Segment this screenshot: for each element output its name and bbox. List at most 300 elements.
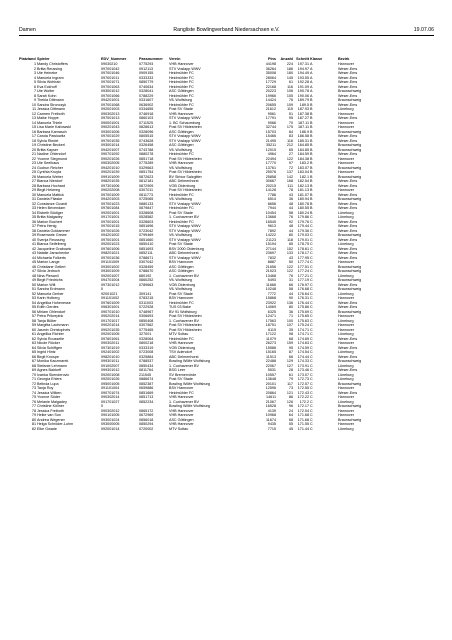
- cell-pins: 14611: [266, 395, 276, 399]
- cell-edv: 099101009: [101, 174, 120, 179]
- cell-platz: 54: [31, 300, 36, 305]
- cell-spieler: Georgia Ehlers: [37, 377, 62, 381]
- cell-spieler: Belinda Lupa: [37, 381, 59, 386]
- cell-platz: 46: [31, 264, 36, 269]
- cell-bezirk: Weser-Ems: [338, 80, 358, 84]
- cell-bezirk: Weser-Ems: [338, 84, 358, 89]
- cell-bezirk: Lüneburg: [338, 291, 354, 296]
- cell-pins: 6514: [267, 197, 276, 201]
- cell-edv: 097001009: [101, 192, 120, 197]
- cell-verein: Heidmühler FC: [169, 71, 194, 75]
- cell-platz: 14: [31, 120, 36, 125]
- cell-platz: 37: [31, 224, 36, 228]
- cell-klasse: C: [310, 386, 313, 390]
- cell-schnitt: 183.2: [299, 161, 309, 165]
- cell-bezirk: Hannover: [338, 413, 354, 417]
- cell-anzahl: 35: [288, 327, 293, 332]
- cell-pins: 10557: [265, 372, 276, 377]
- cell-pass: 0850408: [139, 318, 154, 323]
- cell-edv: 097001029: [101, 134, 120, 138]
- cell-spieler: Silvia Wohlrab: [37, 80, 61, 84]
- cell-pass: 0307042: [139, 260, 154, 264]
- cell-klasse: A: [310, 80, 313, 84]
- cell-pass: 0328096: [139, 129, 154, 134]
- cell-edv: 092001026: [101, 377, 120, 381]
- cell-klasse: B: [310, 206, 313, 210]
- cell-verein: ABC Delmenhorst: [169, 354, 199, 359]
- cell-edv: 090302014: [101, 395, 120, 399]
- cell-bezirk: Lüneburg: [338, 332, 354, 336]
- cell-verein: Post SV Hildesheim: [169, 125, 202, 129]
- cell-edv: 090201014: [101, 323, 120, 327]
- cell-klasse: B: [310, 156, 313, 161]
- cell-pins: 22067: [265, 363, 276, 368]
- cell-platz: 67: [31, 359, 36, 363]
- cell-schnitt: 172.2: [299, 399, 309, 404]
- cell-edv: 092401002: [101, 350, 120, 354]
- cell-platz: 31: [31, 197, 36, 201]
- cell-platz: 27: [31, 179, 36, 183]
- cell-klasse: B: [310, 197, 313, 201]
- cell-schnitt: 173.46: [297, 368, 309, 372]
- cell-pins: 7892: [267, 228, 276, 233]
- cell-pass: 0636902: [139, 102, 154, 107]
- cell-edv: 097001035: [101, 138, 120, 143]
- cell-verein: VHB Hannover: [169, 413, 194, 417]
- cell-pass: 0329663: [139, 165, 154, 170]
- cell-verein: Bowling Wölfe Wolfsburg: [169, 359, 210, 363]
- cell-platz: 24: [31, 165, 36, 170]
- cell-klasse: B: [310, 129, 313, 134]
- cell-verein: STV Voslapp WWV: [169, 228, 201, 233]
- cell-spieler: Bianca Seifelberg: [37, 242, 66, 246]
- cell-anzahl: 142: [286, 174, 293, 179]
- cell-pins: 15194: [265, 242, 276, 246]
- cell-anzahl: 36: [288, 309, 293, 314]
- cell-spieler: Birgit Friedrichs: [37, 278, 63, 282]
- cell-schnitt: 184.85: [297, 143, 309, 147]
- cell-schnitt: 183.04: [297, 170, 309, 174]
- cell-edv: 096301001: [101, 305, 120, 309]
- cell-klasse: B: [310, 201, 313, 206]
- cell-edv: 097301012: [101, 282, 120, 287]
- cell-bezirk: Hannover: [338, 323, 354, 327]
- cell-spieler: Manuela Mattick: [37, 192, 64, 197]
- cell-verein: MTV Soltau: [169, 332, 189, 336]
- cell-edv: 092001005: [101, 332, 120, 336]
- cell-verein: Bowling Wölfe Wolfsburg: [169, 381, 210, 386]
- cell-verein: Post SV Hildesheim: [169, 170, 202, 174]
- cell-spieler: Birgit Helwreg: [37, 188, 60, 192]
- cell-schnitt: 187.11: [297, 120, 309, 125]
- cell-edv: 090302011: [101, 341, 120, 345]
- cell-pass: 0856018: [139, 417, 154, 422]
- cell-anzahl: 145: [286, 75, 293, 80]
- cell-edv: 092001014: [101, 426, 120, 431]
- cell-platz: 40: [31, 237, 36, 242]
- cell-spieler: Gudrun Reicher: [37, 165, 64, 170]
- cell-pass: 0872623: [139, 174, 154, 179]
- cell-pass: 0865172: [139, 408, 154, 413]
- cell-bezirk: Braunschweig: [338, 89, 362, 93]
- cell-edv: 092001007: [101, 273, 120, 278]
- cell-schnitt: 177.21: [297, 273, 309, 278]
- cell-bezirk: Hannover: [338, 120, 354, 125]
- cell-bezirk: Braunschweig: [338, 98, 362, 102]
- cell-edv: 093001002: [101, 264, 120, 269]
- cell-platz: 48: [31, 273, 36, 278]
- cell-platz: 20: [31, 147, 36, 152]
- cell-bezirk: Hannover: [338, 62, 354, 66]
- cell-pins: 9068: [267, 120, 276, 125]
- cell-schnitt: 187.11: [297, 125, 309, 129]
- cell-spieler: Manuela Thiele: [37, 120, 63, 125]
- cell-klasse: B: [310, 161, 313, 165]
- cell-verein: VHB Hannover: [169, 111, 194, 116]
- cell-pass: 0659886: [139, 386, 154, 390]
- cell-pins: 12471: [265, 314, 276, 318]
- cell-edv: 094201007: [101, 147, 120, 152]
- cell-pins: 9435: [267, 422, 276, 426]
- cell-edv: 0: [101, 404, 104, 408]
- cell-klasse: C: [310, 278, 313, 282]
- cell-schnitt: 197.31: [297, 62, 309, 66]
- cell-klasse: C: [310, 251, 313, 255]
- cell-klasse: C: [310, 233, 313, 237]
- cell-platz: 57: [31, 314, 36, 318]
- cell-schnitt: 176.44: [297, 300, 309, 305]
- cell-bezirk: Braunschweig: [338, 381, 362, 386]
- cell-platz: 23: [31, 161, 36, 165]
- cell-pass: 0850294: [139, 422, 154, 426]
- cell-platz: 47: [31, 269, 36, 273]
- cell-edv: 097601061: [101, 336, 120, 341]
- cell-klasse: B: [310, 188, 313, 192]
- cell-edv: 091002007: [101, 363, 120, 368]
- cell-pass: 0828613: [139, 125, 154, 129]
- cell-verein: Post SV Hildesheim: [169, 156, 202, 161]
- cell-pins: 8658: [267, 201, 276, 206]
- cell-klasse: B: [310, 170, 313, 174]
- cell-platz: 12: [31, 111, 36, 116]
- cell-pass: 0334655: [139, 107, 154, 111]
- cell-edv: 091101009: [101, 260, 120, 264]
- cell-pins: 21495: [265, 138, 276, 143]
- cell-pins: 6115: [268, 327, 276, 332]
- cell-klasse: A: [310, 71, 313, 75]
- cell-edv: 090202014: [101, 314, 120, 318]
- cell-edv: 097001063: [101, 84, 120, 89]
- cell-platz: 29: [31, 188, 36, 192]
- cell-klasse: C: [310, 309, 313, 314]
- cell-edv: 097001023: [101, 201, 120, 206]
- cell-anzahl: 58: [288, 287, 293, 291]
- cell-verein: ASC Göttingen: [169, 129, 194, 134]
- cell-schnitt: 180.24: [297, 210, 309, 215]
- cell-edv: 097301006: [101, 183, 120, 188]
- cell-anzahl: 48: [288, 201, 293, 206]
- cell-verein: BSG Leer: [169, 368, 186, 372]
- cell-platz: 60: [31, 327, 36, 332]
- cell-anzahl: 107: [286, 323, 293, 327]
- cell-platz: 68: [31, 363, 36, 368]
- cell-pins: 19966: [265, 93, 276, 98]
- cell-pass: 0805515: [139, 134, 154, 138]
- cell-pins: 15868: [265, 296, 276, 300]
- cell-spieler: Silvia Jedroch: [37, 269, 60, 273]
- cell-pass: 0879847: [139, 206, 154, 210]
- cell-spieler: Constanze Cicardi: [37, 201, 68, 206]
- cell-anzahl: 84: [288, 129, 293, 134]
- cell-schnitt: 172.57: [297, 381, 309, 386]
- cell-edv: 090001001: [101, 120, 120, 125]
- cell-bezirk: Hannover: [338, 386, 354, 390]
- cell-pass: 0788670: [139, 269, 154, 273]
- cell-platz: 38: [31, 228, 36, 233]
- cell-anzahl: 80: [288, 305, 293, 309]
- cell-klasse: C: [310, 291, 313, 296]
- cell-schnitt: 177.74: [297, 260, 309, 264]
- cell-pins: 17770: [265, 161, 276, 165]
- cell-klasse: C: [310, 264, 313, 269]
- cell-platz: 26: [31, 174, 36, 179]
- cell-schnitt: 176.68: [297, 287, 309, 291]
- cell-anzahl: 118: [287, 237, 293, 242]
- cell-spieler: Jasmin Christophels: [37, 327, 71, 332]
- cell-klasse: C: [310, 327, 313, 332]
- cell-pins: 9613: [267, 224, 276, 228]
- cell-anzahl: 92: [288, 219, 293, 224]
- cell-platz: 9: [33, 98, 36, 102]
- cell-pass: 0851754: [139, 170, 154, 174]
- cell-bezirk: Weser-Ems: [338, 345, 358, 350]
- cell-schnitt: 172.17: [297, 404, 309, 408]
- cell-schnitt: 190.78: [297, 89, 309, 93]
- cell-pins: 4139: [267, 408, 276, 413]
- cell-pins: 10248: [265, 287, 276, 291]
- cell-pass: 0850779: [139, 80, 154, 84]
- cell-bezirk: Lüneburg: [338, 318, 354, 323]
- cell-bezirk: Weser-Ems: [338, 201, 358, 206]
- cell-klasse: C: [310, 359, 313, 363]
- cell-spieler: Agnes Baldorff: [37, 368, 62, 372]
- cell-spieler: Christiane Gellert: [37, 264, 66, 269]
- cell-anzahl: 48: [288, 224, 293, 228]
- cell-klasse: C: [310, 413, 313, 417]
- cell-platz: 53: [31, 296, 36, 300]
- cell-anzahl: 76: [288, 215, 293, 219]
- cell-spieler: Manuela Gerber: [37, 291, 64, 296]
- cell-pass: 0800218: [139, 341, 154, 345]
- cell-bezirk: Braunschweig: [338, 404, 362, 408]
- cell-platz: 71: [31, 377, 36, 381]
- cell-bezirk: Weser-Ems: [338, 368, 358, 372]
- cell-schnitt: 187.27: [297, 116, 309, 120]
- cell-pass: 0812181: [139, 179, 154, 183]
- cell-edv: 097001071: [101, 80, 120, 84]
- cell-platz: 74: [31, 390, 36, 395]
- cell-verein: ASC Göttingen: [169, 417, 194, 422]
- cell-verein: Post SV Stade: [169, 291, 193, 296]
- cell-pins: 7944: [267, 206, 276, 210]
- cell-pass: 0880133: [139, 201, 154, 206]
- cell-schnitt: 174.59: [297, 345, 309, 350]
- cell-schnitt: 182.1: [299, 174, 309, 179]
- cell-bezirk: Braunschweig: [338, 129, 362, 134]
- cell-pass: 0326458: [139, 143, 154, 147]
- cell-klasse: B: [310, 138, 313, 143]
- cell-bezirk: Hannover: [338, 408, 354, 413]
- cell-pass: 0775289: [139, 161, 154, 165]
- cell-pass: 0851669: [139, 390, 154, 395]
- cell-pins: 22168: [265, 84, 276, 89]
- cell-pins: 30667: [265, 179, 276, 183]
- cell-bezirk: Hannover: [338, 156, 354, 161]
- cell-schnitt: 171.44: [297, 426, 309, 431]
- cell-spieler: Maike Hoppe: [37, 116, 59, 120]
- cell-platz: 7: [33, 89, 36, 93]
- cell-anzahl: 61: [288, 80, 293, 84]
- cell-bezirk: Lüneburg: [338, 363, 354, 368]
- cell-pass: 0880278: [139, 152, 154, 156]
- cell-schnitt: 175.65: [297, 314, 309, 318]
- cell-bezirk: Hannover: [338, 341, 354, 345]
- cell-pins: 11079: [266, 336, 276, 341]
- cell-spieler: Sarah Kohn: [37, 93, 57, 98]
- cell-pins: 4964: [267, 152, 276, 156]
- cell-klasse: C: [310, 426, 313, 431]
- cell-klasse: B: [310, 147, 313, 152]
- cell-pins: 6325: [267, 309, 276, 314]
- cell-spacer: [324, 427, 338, 432]
- cell-pins: 20215: [265, 183, 276, 188]
- cell-schnitt: 174.71: [297, 327, 309, 332]
- cell-spieler: Birgit Knospe: [37, 354, 59, 359]
- cell-verein: Post SV Hildesheim: [169, 323, 202, 327]
- cell-bezirk: Braunschweig: [338, 278, 362, 282]
- cell-anzahl: 61: [288, 372, 293, 377]
- cell-verein: BV Sirbox Salzgitter: [169, 174, 202, 179]
- cell-pass: 0860252: [139, 278, 154, 282]
- cell-pass: 0852111: [139, 251, 153, 255]
- cell-klasse: B: [310, 152, 313, 156]
- cell-edv: 092001001: [101, 210, 120, 215]
- cell-bezirk: Hannover: [338, 327, 354, 332]
- cell-spieler: Margitta Lachmann: [37, 323, 69, 327]
- cell-spieler: Melanie Malgadey: [37, 399, 67, 404]
- cell-schnitt: 181.07: [297, 192, 309, 197]
- cell-platz: 49: [31, 278, 36, 282]
- cell-pins: 35211: [266, 143, 276, 147]
- cell-schnitt: 172.43: [297, 390, 309, 395]
- cell-spieler: Barbara Hochard: [37, 183, 66, 188]
- cell-pass: 0333333: [139, 75, 154, 80]
- cell-edv: 094201001: [101, 98, 120, 102]
- cell-spieler: Helen Bevendam: [37, 206, 66, 210]
- cell-edv: 097001026: [101, 228, 120, 233]
- cell-pass: 0811764: [139, 368, 154, 372]
- cell-anzahl: 71: [288, 314, 293, 318]
- header-left: Damen: [19, 27, 36, 33]
- cell-pass: 0788537: [139, 359, 154, 363]
- cell-pins: 26273: [265, 341, 276, 345]
- cell-spieler: Christine Köllner: [37, 404, 65, 408]
- cell-bezirk: Braunschweig: [338, 269, 362, 273]
- cell-verein: VfL Wolfsburg: [169, 233, 192, 237]
- cell-spieler: Rosemarie Grewe: [37, 233, 67, 237]
- cell-verein: SV Bremervörde: [169, 372, 197, 377]
- cell-verein: 1. Cuxhavener BV: [169, 363, 199, 368]
- cell-anzahl: 87: [288, 350, 293, 354]
- cell-platz: 35: [31, 215, 36, 219]
- cell-anzahl: 36: [288, 197, 293, 201]
- cell-schnitt: 180.78: [297, 201, 309, 206]
- cell-klasse: C: [310, 390, 313, 395]
- cell-bezirk: Weser-Ems: [338, 66, 358, 71]
- cell-verein: 1. Cuxhavener BV: [169, 399, 199, 404]
- cell-anzahl: 133: [286, 251, 293, 255]
- cell-anzahl: 116: [287, 84, 293, 89]
- cell-platz: 15: [31, 125, 36, 129]
- cell-verein: VHB Hannover: [169, 395, 194, 399]
- col-header-spieler: Spieler: [37, 57, 50, 61]
- cell-spieler: Jessica Freiboth: [37, 408, 64, 413]
- cell-bezirk: Braunschweig: [338, 174, 362, 179]
- cell-pass: 0306693: [139, 314, 154, 318]
- cell-pins: 13648: [265, 377, 276, 381]
- cell-klasse: C: [310, 287, 313, 291]
- cell-anzahl: 65: [288, 147, 293, 152]
- cell-anzahl: 83: [288, 134, 293, 138]
- cell-pass: 0775293: [139, 62, 154, 66]
- cell-verein: 1. Cuxhavener BV: [169, 318, 199, 323]
- cell-platz: 45: [31, 260, 36, 264]
- cell-pins: 12596: [265, 386, 276, 390]
- cell-anzahl: 116: [287, 138, 293, 143]
- cell-spieler: Tanja Bülter: [37, 318, 57, 323]
- cell-verein: VOB Oldenburg: [169, 183, 196, 188]
- cell-klasse: B: [310, 174, 313, 179]
- cell-klasse: C: [310, 215, 313, 219]
- cell-klasse: C: [310, 318, 313, 323]
- cell-bezirk: Weser-Ems: [338, 305, 358, 309]
- cell-klasse: B: [310, 107, 313, 111]
- cell-schnitt: 194.49: [297, 71, 309, 75]
- cell-verein: BSV Hannover: [169, 260, 194, 264]
- cell-verein: Post SV Stade: [169, 242, 193, 246]
- cell-pass: 0851696: [139, 224, 154, 228]
- cell-verein: VfL Wolfsburg: [169, 147, 192, 152]
- cell-klasse: C: [310, 372, 313, 377]
- cell-schnitt: 180.94: [297, 197, 309, 201]
- cell-spieler: Nina Plesanli: [37, 273, 59, 278]
- cell-anzahl: 180: [286, 71, 293, 75]
- cell-platz: 21: [31, 152, 36, 156]
- cell-anzahl: 95: [288, 116, 293, 120]
- cell-pass: 0788229: [139, 93, 154, 98]
- cell-anzahl: 50: [288, 260, 293, 264]
- cell-platz: 82: [31, 426, 36, 431]
- cell-bezirk: Lüneburg: [338, 350, 354, 354]
- cell-anzahl: 126: [286, 399, 293, 404]
- cell-verein: TSV Adendorf: [169, 350, 192, 354]
- cell-anzahl: 66: [288, 354, 293, 359]
- cell-verein: Heidmühler FC: [169, 390, 194, 395]
- cell-pins: 13761: [265, 165, 276, 170]
- cell-anzahl: 51: [288, 111, 293, 116]
- cell-edv: 097601006: [101, 246, 120, 251]
- cell-spieler: Thekla Dittmann: [37, 98, 64, 102]
